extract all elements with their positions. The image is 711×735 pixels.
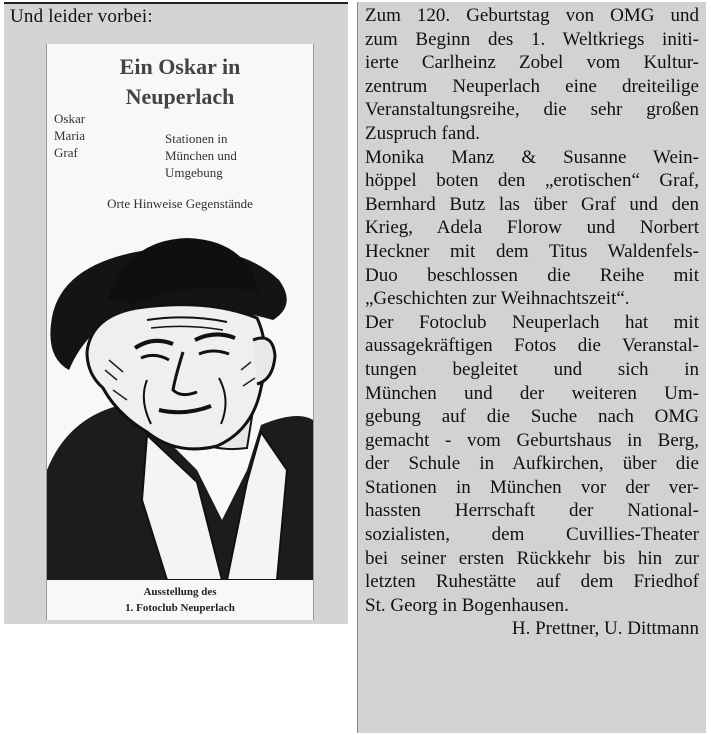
article-line: Bernhard Butz las über Graf und den xyxy=(365,193,699,215)
article-line: aussagekräftigen Fotos die Veranstal- xyxy=(365,335,699,357)
article-line: der Schule in Aufkirchen, über die xyxy=(365,453,699,475)
exhibition-poster xyxy=(46,44,314,620)
article-line: Monika Manz & Susanne Wein- xyxy=(365,146,699,168)
article-line: hassten Herrschaft der National- xyxy=(365,500,699,522)
article-line: zum Beginn des 1. Weltkriegs initi- xyxy=(365,28,699,50)
article-line: Zuspruch fand. xyxy=(365,122,481,144)
poster-stations-text: Stationen in München und Umgebung xyxy=(165,131,237,180)
article-line: gemacht - vom Geburtshaus in Berg, xyxy=(365,429,699,451)
poster-subtitle: Orte Hinweise Gegenstände xyxy=(107,196,253,211)
article-line: zentrum Neuperlach eine dreiteilige xyxy=(365,75,699,97)
article-line: höppel boten den „erotischen“ Graf, xyxy=(365,170,699,192)
portrait-illustration xyxy=(47,220,313,580)
poster-title: Ein Oskar in Neuperlach xyxy=(119,54,241,109)
article-line: St. Georg in Bogenhausen. xyxy=(365,594,569,616)
article-line: Zum 120. Geburtstag von OMG und xyxy=(365,5,699,26)
poster-footer: Ausstellung des 1. Fotoclub Neuperlach xyxy=(125,586,235,614)
article-line: Veranstaltungsreihe, die sehr großen xyxy=(365,99,699,121)
article-column xyxy=(357,2,706,733)
article-line: „Geschichten zur Weihnachtszeit“. xyxy=(365,288,630,310)
article-line: tungen begleitet und sich in xyxy=(365,358,699,380)
clipping-heading: Und leider vorbei: xyxy=(10,6,153,27)
article-line: München und der weiteren Um- xyxy=(365,382,699,404)
article-line: Krieg, Adela Florow und Norbert xyxy=(365,217,699,239)
article-line: bei seiner ersten Rückkehr bis hin zur xyxy=(365,547,699,569)
article-line: Heckner mit dem Titus Waldenfels- xyxy=(365,240,699,262)
article-line: sozialisten, dem Cuvillies-Theater xyxy=(365,524,699,546)
article-line: Duo beschlossen die Reihe mit xyxy=(365,264,699,286)
poster-author-name: Oskar Maria Graf xyxy=(54,111,86,160)
article-line: Der Fotoclub Neuperlach hat mit xyxy=(365,311,699,333)
article-line: gebung auf die Suche nach OMG xyxy=(365,406,699,428)
article-line: ierte Carlheinz Zobel vom Kultur- xyxy=(365,52,699,74)
article-body xyxy=(365,4,699,641)
exhibition-clipping xyxy=(4,2,348,624)
article-line: letzten Ruhestätte auf dem Friedhof xyxy=(365,571,699,593)
article-signature: H. Prettner, U. Dittmann xyxy=(511,618,699,640)
article-line: Stationen in München vor der ver- xyxy=(365,476,699,498)
